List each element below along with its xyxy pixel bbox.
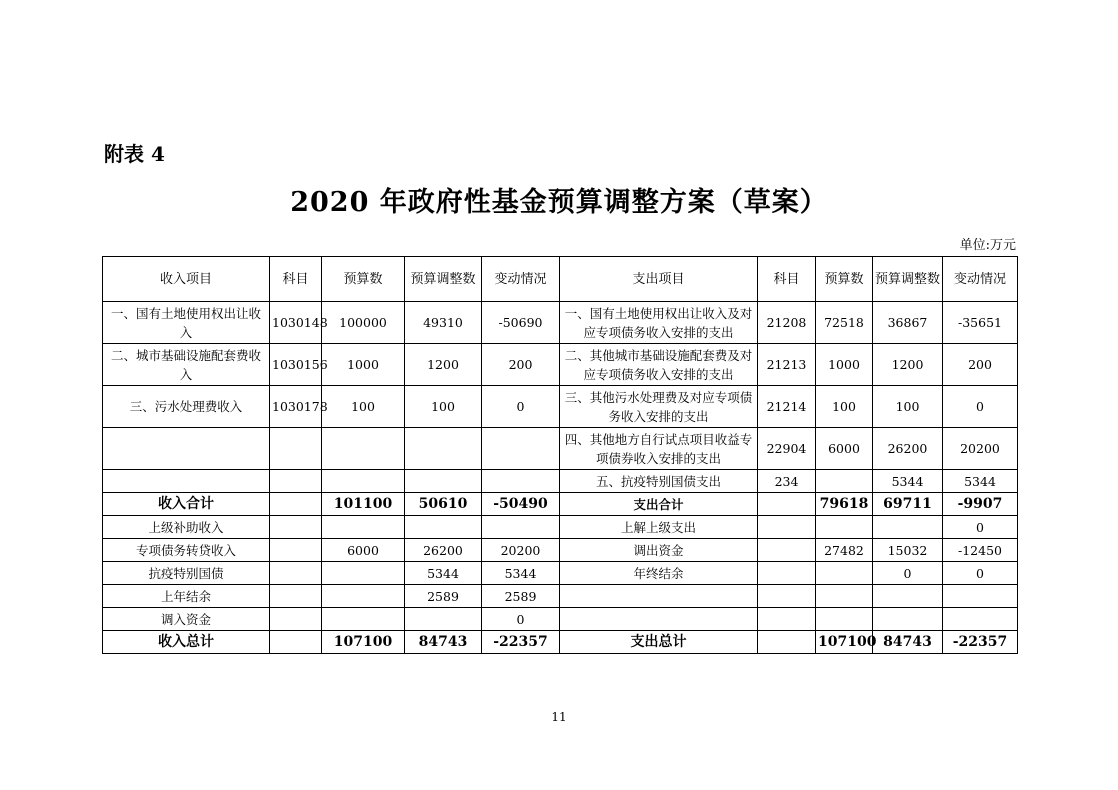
income-adjusted-cell: 1200 [405, 344, 482, 386]
income-change-cell: 0 [482, 608, 560, 631]
income-budget-cell [322, 470, 405, 493]
expense-budget-cell: 6000 [816, 428, 873, 470]
income-code-cell: 1030178 [270, 386, 322, 428]
income-change-cell: 200 [482, 344, 560, 386]
income-budget-cell [322, 428, 405, 470]
income-item-cell: 专项债务转贷收入 [103, 539, 270, 562]
expense-budget-cell [816, 608, 873, 631]
expense-adjusted-cell: 26200 [873, 428, 943, 470]
expense-budget-cell: 100 [816, 386, 873, 428]
income-item-cell: 抗疫特别国债 [103, 562, 270, 585]
expense-code-cell [758, 516, 816, 539]
income-code-cell [270, 516, 322, 539]
header-cell: 科目 [758, 257, 816, 302]
expense-total-label: 支出总计 [560, 631, 758, 654]
income-change-cell: 20200 [482, 539, 560, 562]
income-code-cell [270, 539, 322, 562]
expense-item-cell: 上解上级支出 [560, 516, 758, 539]
expense-change-cell: 20200 [943, 428, 1018, 470]
header-cell: 预算调整数 [405, 257, 482, 302]
expense-code-cell [758, 562, 816, 585]
income-budget-cell [322, 585, 405, 608]
page-number: 11 [551, 710, 567, 724]
income-budget-cell [322, 516, 405, 539]
page-title: 2020 年政府性基金预算调整方案（草案） [290, 187, 828, 218]
table-row [103, 386, 1018, 428]
expense-adjusted-cell: 84743 [873, 631, 943, 654]
expense-item-cell [560, 585, 758, 608]
budget-table [102, 256, 1018, 654]
table-row [103, 539, 1018, 562]
income-item-cell [103, 428, 270, 470]
income-item-cell: 调入资金 [103, 608, 270, 631]
income-budget-cell: 100000 [322, 302, 405, 344]
expense-item-cell: 四、其他地方自行试点项目收益专项债券收入安排的支出 [560, 428, 758, 470]
table-row [103, 585, 1018, 608]
expense-code-cell [758, 631, 816, 654]
income-adjusted-cell [405, 470, 482, 493]
income-adjusted-cell: 84743 [405, 631, 482, 654]
expense-code-cell: 22904 [758, 428, 816, 470]
income-code-cell [270, 562, 322, 585]
expense-code-cell: 21214 [758, 386, 816, 428]
income-budget-cell: 107100 [322, 631, 405, 654]
header-cell: 收入项目 [103, 257, 270, 302]
expense-change-cell: 200 [943, 344, 1018, 386]
expense-adjusted-cell [873, 585, 943, 608]
expense-adjusted-cell [873, 516, 943, 539]
attachment-label: 附表 4 [104, 142, 165, 166]
expense-budget-cell: 1000 [816, 344, 873, 386]
expense-item-cell: 年终结余 [560, 562, 758, 585]
expense-change-cell: 0 [943, 386, 1018, 428]
expense-item-cell: 调出资金 [560, 539, 758, 562]
expense-change-cell [943, 585, 1018, 608]
income-item-cell: 一、国有土地使用权出让收入 [103, 302, 270, 344]
income-code-cell [270, 493, 322, 516]
expense-budget-cell [816, 585, 873, 608]
expense-change-cell: 5344 [943, 470, 1018, 493]
table-row [103, 302, 1018, 344]
income-budget-cell [322, 562, 405, 585]
income-change-cell: 2589 [482, 585, 560, 608]
income-budget-cell: 1000 [322, 344, 405, 386]
income-change-cell: -50690 [482, 302, 560, 344]
income-adjusted-cell: 100 [405, 386, 482, 428]
expense-adjusted-cell: 15032 [873, 539, 943, 562]
income-change-cell [482, 470, 560, 493]
expense-item-cell: 三、其他污水处理费及对应专项债务收入安排的支出 [560, 386, 758, 428]
expense-change-cell [943, 608, 1018, 631]
expense-adjusted-cell: 0 [873, 562, 943, 585]
income-change-cell: -50490 [482, 493, 560, 516]
expense-change-cell: -12450 [943, 539, 1018, 562]
expense-item-cell: 二、其他城市基础设施配套费及对应专项债务收入安排的支出 [560, 344, 758, 386]
income-budget-cell [322, 608, 405, 631]
expense-code-cell [758, 608, 816, 631]
expense-subtotal-label: 支出合计 [560, 493, 758, 516]
header-cell: 科目 [270, 257, 322, 302]
income-item-cell: 三、污水处理费收入 [103, 386, 270, 428]
expense-adjusted-cell: 1200 [873, 344, 943, 386]
income-change-cell: 5344 [482, 562, 560, 585]
income-change-cell: -22357 [482, 631, 560, 654]
expense-code-cell: 21213 [758, 344, 816, 386]
income-subtotal-label: 收入合计 [103, 493, 270, 516]
income-adjusted-cell: 26200 [405, 539, 482, 562]
table-row [103, 608, 1018, 631]
expense-change-cell: -35651 [943, 302, 1018, 344]
expense-code-cell [758, 493, 816, 516]
expense-change-cell: 0 [943, 516, 1018, 539]
header-cell: 预算调整数 [873, 257, 943, 302]
expense-change-cell: -22357 [943, 631, 1018, 654]
header-cell: 预算数 [322, 257, 405, 302]
income-adjusted-cell: 49310 [405, 302, 482, 344]
expense-adjusted-cell: 5344 [873, 470, 943, 493]
income-code-cell [270, 428, 322, 470]
expense-budget-cell: 79618 [816, 493, 873, 516]
expense-budget-cell [816, 470, 873, 493]
income-item-cell: 二、城市基础设施配套费收入 [103, 344, 270, 386]
total-row [103, 631, 1018, 654]
expense-code-cell [758, 539, 816, 562]
table-header-row [103, 257, 1018, 302]
income-adjusted-cell [405, 428, 482, 470]
header-cell: 支出项目 [560, 257, 758, 302]
income-code-cell: 1030156 [270, 344, 322, 386]
expense-budget-cell [816, 562, 873, 585]
expense-code-cell: 21208 [758, 302, 816, 344]
income-code-cell [270, 585, 322, 608]
expense-budget-cell [816, 516, 873, 539]
table-row [103, 428, 1018, 470]
table-row [103, 516, 1018, 539]
header-cell: 变动情况 [482, 257, 560, 302]
expense-item-cell [560, 608, 758, 631]
expense-budget-cell: 27482 [816, 539, 873, 562]
income-code-cell: 1030148 [270, 302, 322, 344]
income-code-cell [270, 608, 322, 631]
header-cell: 预算数 [816, 257, 873, 302]
income-adjusted-cell: 50610 [405, 493, 482, 516]
income-item-cell: 上年结余 [103, 585, 270, 608]
income-change-cell [482, 428, 560, 470]
expense-budget-cell: 72518 [816, 302, 873, 344]
income-code-cell [270, 631, 322, 654]
table-row [103, 344, 1018, 386]
subtotal-row [103, 493, 1018, 516]
expense-change-cell: 0 [943, 562, 1018, 585]
income-budget-cell: 101100 [322, 493, 405, 516]
income-adjusted-cell [405, 608, 482, 631]
expense-adjusted-cell [873, 608, 943, 631]
expense-change-cell: -9907 [943, 493, 1018, 516]
unit-label: 单位:万元 [959, 238, 1016, 253]
income-budget-cell: 100 [322, 386, 405, 428]
income-adjusted-cell: 5344 [405, 562, 482, 585]
expense-adjusted-cell: 36867 [873, 302, 943, 344]
expense-adjusted-cell: 100 [873, 386, 943, 428]
income-item-cell [103, 470, 270, 493]
expense-budget-cell: 107100 [816, 631, 873, 654]
income-adjusted-cell: 2589 [405, 585, 482, 608]
expense-adjusted-cell: 69711 [873, 493, 943, 516]
expense-item-cell: 五、抗疫特别国债支出 [560, 470, 758, 493]
expense-code-cell [758, 585, 816, 608]
income-change-cell [482, 516, 560, 539]
header-cell: 变动情况 [943, 257, 1018, 302]
expense-code-cell: 234 [758, 470, 816, 493]
income-total-label: 收入总计 [103, 631, 270, 654]
income-change-cell: 0 [482, 386, 560, 428]
income-budget-cell: 6000 [322, 539, 405, 562]
table-row [103, 470, 1018, 493]
income-adjusted-cell [405, 516, 482, 539]
income-item-cell: 上级补助收入 [103, 516, 270, 539]
income-code-cell [270, 470, 322, 493]
table-row [103, 562, 1018, 585]
expense-item-cell: 一、国有土地使用权出让收入及对应专项债务收入安排的支出 [560, 302, 758, 344]
